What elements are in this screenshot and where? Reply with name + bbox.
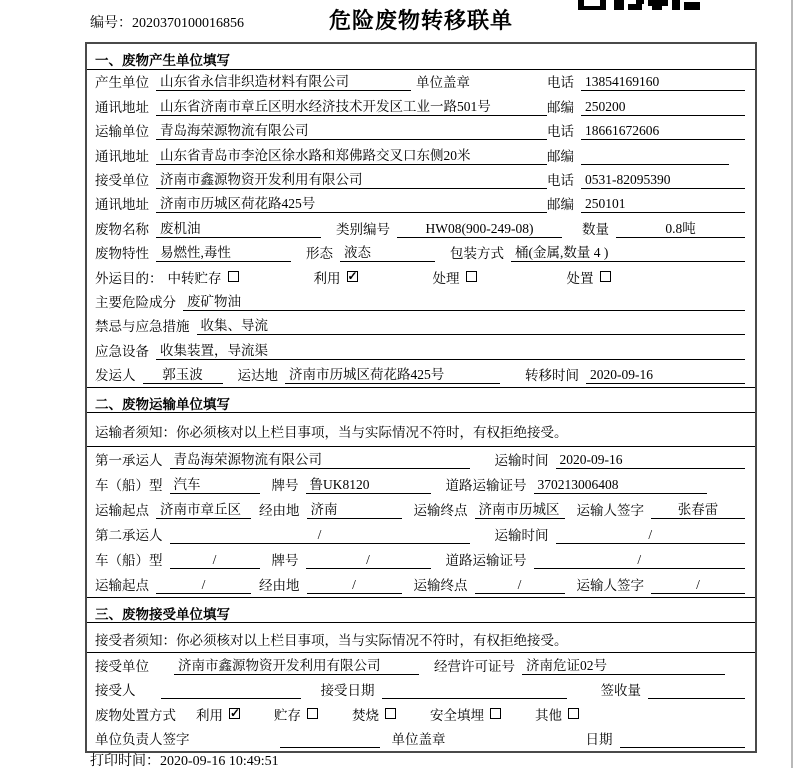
- row-transporter: [87, 119, 755, 143]
- transfer-time-label: 转移时间: [525, 368, 579, 384]
- purpose-option-label: 利用: [313, 270, 341, 286]
- window-right-edge: [791, 0, 793, 768]
- accept-date-label: 接受日期: [320, 683, 375, 699]
- doc-number-value: 2020370100016856: [132, 16, 244, 31]
- section3-header: 三、废物接受单位填写: [87, 597, 755, 623]
- checkbox-disposal-incinerate: [385, 708, 396, 719]
- purpose-option-label: 处理: [432, 270, 460, 286]
- checkbox-transfer-storage: [228, 271, 239, 282]
- purpose-option-transfer-storage: [168, 267, 239, 287]
- received-qty-label: 签收量: [600, 683, 641, 699]
- responsible-sign-label: 单位负责人签字: [95, 732, 190, 748]
- producer-value: 山东省永信非织造材料有限公司: [156, 70, 411, 91]
- start1-value: 济南市章丘区: [156, 498, 251, 519]
- taboo-value: 收集、导流: [197, 314, 746, 335]
- hazard-label: 主要危险成分: [95, 294, 176, 310]
- row-hazard-component: [87, 290, 755, 314]
- end2-value: /: [475, 577, 565, 594]
- transporter-value: 青岛海荣源物流有限公司: [156, 119, 547, 140]
- vehicle1-label: 车（船）型: [95, 478, 163, 494]
- print-time-label: 打印时间：: [90, 754, 160, 768]
- received-qty-value: [648, 698, 745, 699]
- disposal-option-other: [535, 704, 579, 724]
- zip2-label: 邮编: [547, 148, 574, 164]
- acceptor-value: [161, 698, 301, 699]
- purpose-option-label: 中转贮存: [167, 270, 222, 286]
- purpose-option-treat: [433, 267, 477, 287]
- license-value: 济南危证02号: [522, 654, 725, 675]
- category-label: 类别编号: [336, 221, 390, 237]
- form-value: 液态: [340, 241, 435, 262]
- row-purpose: [87, 265, 755, 289]
- sign2-value: /: [651, 577, 745, 594]
- row-route1: [87, 497, 755, 522]
- road2-label: 道路运输证号: [445, 553, 527, 569]
- responsible-sign-value: [280, 747, 380, 748]
- unit-seal-label: 单位盖章: [391, 732, 446, 748]
- plate1-value: 鲁UK8120: [306, 473, 431, 494]
- vehicle2-label: 车（船）型: [95, 553, 163, 569]
- disposal-option-utilize: [196, 704, 240, 724]
- addr3-value: 济南市历城区荷花路425号: [156, 192, 547, 213]
- qty-value: 0.8吨: [616, 217, 745, 238]
- disposal-option-label: 焚烧: [352, 707, 379, 723]
- phone1-label: 电话: [547, 75, 574, 91]
- zip3-value: 250101: [581, 196, 745, 213]
- sign1-value: 张春雷: [651, 498, 745, 519]
- section-receiver: [87, 597, 755, 751]
- print-time: [90, 750, 279, 768]
- zip1-label: 邮编: [547, 99, 574, 115]
- form-label: 形态: [306, 246, 333, 262]
- carrier2-label: 第二承运人: [95, 528, 163, 544]
- checkbox-dispose: [600, 271, 611, 282]
- waste-name-value: 废机油: [156, 217, 321, 238]
- addr3-label: 通讯地址: [95, 197, 149, 213]
- zip2-value: [581, 164, 729, 165]
- purpose-option-label: 处置: [566, 270, 594, 286]
- shipper-value: 郭玉波: [143, 363, 223, 384]
- equip-label: 应急设备: [95, 343, 149, 359]
- license-label: 经营许可证号: [434, 658, 515, 674]
- via2-label: 经由地: [259, 578, 300, 594]
- purpose-option-dispose: [567, 267, 611, 287]
- addr2-value: 山东省青岛市李沧区徐水路和郑佛路交叉口东侧20米: [156, 144, 547, 165]
- time2-label: 运输时间: [494, 528, 549, 544]
- row-acceptor: [87, 678, 755, 703]
- section-producer: [87, 44, 755, 387]
- category-value: HW08(900-249-08): [397, 221, 562, 238]
- road2-value: /: [534, 552, 746, 569]
- start1-label: 运输起点: [95, 503, 149, 519]
- row-receiver-address: [87, 192, 755, 216]
- disposal-option-label: 安全填埋: [430, 707, 484, 723]
- transfer-time-value: 2020-09-16: [586, 367, 745, 384]
- plate1-label: 牌号: [271, 478, 299, 494]
- waste-name-label: 废物名称: [95, 221, 149, 237]
- date-value: [620, 747, 746, 748]
- accept-unit-value: 济南市鑫源物资开发利用有限公司: [174, 654, 419, 675]
- dest-value: 济南市历城区荷花路425号: [285, 363, 500, 384]
- disposal-option-incinerate: [352, 704, 396, 724]
- purpose-option-utilize: [314, 267, 358, 287]
- plate2-label: 牌号: [271, 553, 299, 569]
- section-transporter: [87, 387, 755, 597]
- acceptor-label: 接受人: [95, 683, 136, 699]
- checkbox-treat: [466, 271, 477, 282]
- pack-value: 桶(金属,数量 4 ): [511, 241, 745, 262]
- character-label: 废物特性: [95, 246, 149, 262]
- seal-label: 单位盖章: [416, 75, 470, 91]
- road1-value: 370213006408: [534, 477, 708, 494]
- qr-code-fragment-icon: [578, 0, 700, 10]
- qty-label: 数量: [582, 221, 609, 237]
- end1-label: 运输终点: [413, 503, 468, 519]
- accept-unit-label: 接受单位: [95, 658, 149, 674]
- row-producer-address: [87, 94, 755, 118]
- start2-label: 运输起点: [95, 578, 149, 594]
- disposal-option-label: 其他: [535, 707, 562, 723]
- sign2-label: 运输人签字: [576, 578, 644, 594]
- end2-label: 运输终点: [413, 578, 468, 594]
- date-label: 日期: [585, 732, 613, 748]
- taboo-label: 禁忌与应急措施: [95, 319, 190, 335]
- row-receiver: [87, 168, 755, 192]
- row-waste-character: [87, 241, 755, 265]
- manifest-form-table: [85, 42, 757, 753]
- row-disposal-method: [87, 702, 755, 727]
- purpose-label: 外运目的：: [95, 270, 163, 286]
- row-transporter-address: [87, 143, 755, 167]
- row-emergency-equipment: [87, 338, 755, 362]
- carrier1-label: 第一承运人: [95, 453, 163, 469]
- hazard-value: 废矿物油: [183, 290, 745, 311]
- disposal-option-storage: [274, 704, 318, 724]
- row-vehicle2: [87, 547, 755, 572]
- vehicle2-value: /: [170, 552, 260, 569]
- receiver-value: 济南市鑫源物资开发利用有限公司: [156, 168, 547, 189]
- end1-value: 济南市历城区: [475, 498, 565, 519]
- row-responsible-signature: [87, 727, 755, 752]
- character-value: 易燃性,毒性: [156, 241, 291, 262]
- row-accept-unit: [87, 653, 755, 678]
- checkbox-disposal-other: [568, 708, 579, 719]
- checkbox-disposal-utilize: [229, 708, 240, 719]
- phone2-value: 18661672606: [581, 123, 745, 140]
- disposal-option-label: 贮存: [274, 707, 301, 723]
- carrier2-value: /: [170, 527, 470, 544]
- row-producer: [87, 70, 755, 94]
- carrier1-value: 青岛海荣源物流有限公司: [170, 448, 470, 469]
- phone3-label: 电话: [547, 172, 574, 188]
- zip3-label: 邮编: [547, 197, 574, 213]
- time1-value: 2020-09-16: [556, 452, 746, 469]
- zip1-value: 250200: [581, 99, 745, 116]
- addr2-label: 通讯地址: [95, 148, 149, 164]
- time1-label: 运输时间: [494, 453, 549, 469]
- doc-number-label: 编号：: [90, 16, 132, 31]
- row-route2: [87, 572, 755, 597]
- via1-label: 经由地: [259, 503, 300, 519]
- print-time-value: 2020-09-16 10:49:51: [160, 754, 279, 768]
- disposal-option-label: 利用: [196, 707, 223, 723]
- page-title: 危险废物转移联单: [328, 8, 513, 33]
- via1-value: 济南: [307, 498, 402, 519]
- equip-value: 收集装置，导流渠: [156, 339, 745, 360]
- row-waste-name: [87, 216, 755, 240]
- producer-label: 产生单位: [95, 75, 149, 91]
- road1-label: 道路运输证号: [445, 478, 527, 494]
- row-shipper: [87, 363, 755, 387]
- time2-value: /: [556, 527, 746, 544]
- checkbox-disposal-storage: [307, 708, 318, 719]
- transporter-label: 运输单位: [95, 124, 149, 140]
- receiver-label: 接受单位: [95, 172, 149, 188]
- vehicle1-value: 汽车: [170, 473, 260, 494]
- accept-date-value: [382, 698, 567, 699]
- row-carrier2: [87, 522, 755, 547]
- dest-label: 运达地: [237, 368, 278, 384]
- via2-value: /: [307, 577, 402, 594]
- phone1-value: 13854169160: [581, 74, 745, 91]
- plate2-value: /: [306, 552, 431, 569]
- phone3-value: 0531-82095390: [581, 172, 745, 189]
- disposal-label: 废物处置方式: [95, 707, 176, 723]
- sign1-label: 运输人签字: [576, 503, 644, 519]
- transporter-notice: 运输者须知：你必须核对以上栏目事项，当与实际情况不符时，有权拒绝接受。: [87, 413, 755, 447]
- addr1-label: 通讯地址: [95, 99, 149, 115]
- row-carrier1: [87, 447, 755, 472]
- pack-label: 包装方式: [450, 246, 504, 262]
- disposal-option-landfill: [430, 704, 501, 724]
- checkbox-utilize: [347, 271, 358, 282]
- section1-header: 一、废物产生单位填写: [87, 44, 755, 70]
- shipper-label: 发运人: [95, 368, 136, 384]
- row-vehicle1: [87, 472, 755, 497]
- phone2-label: 电话: [547, 124, 574, 140]
- checkbox-disposal-landfill: [490, 708, 501, 719]
- addr1-value: 山东省济南市章丘区明水经济技术开发区工业一路501号: [156, 95, 547, 116]
- start2-value: /: [156, 577, 251, 594]
- section2-header: 二、废物运输单位填写: [87, 387, 755, 413]
- receiver-notice: 接受者须知：你必须核对以上栏目事项，当与实际情况不符时，有权拒绝接受。: [87, 623, 755, 653]
- row-taboo-measures: [87, 314, 755, 338]
